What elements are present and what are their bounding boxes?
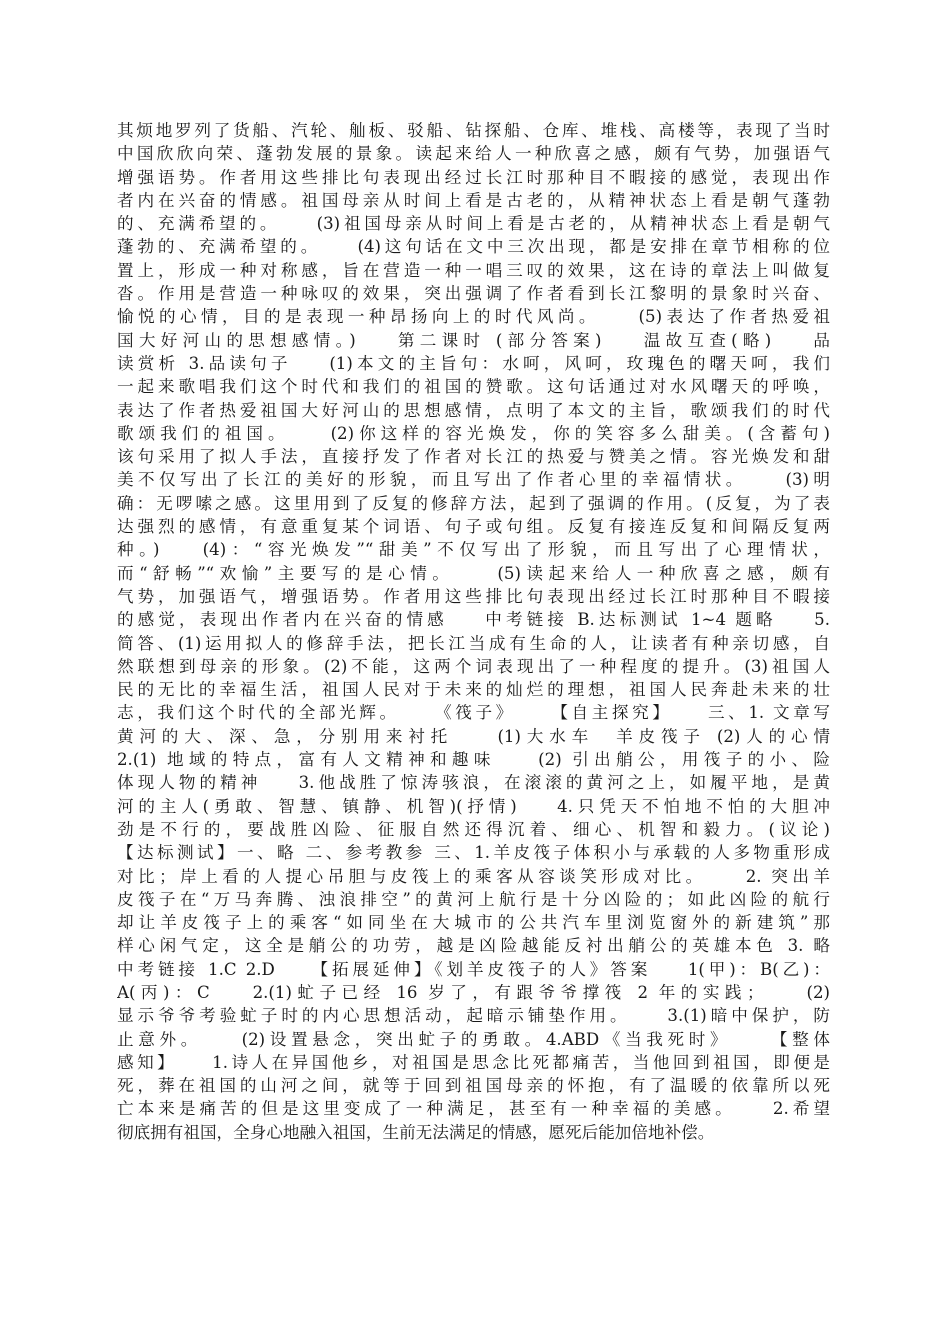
text-line: 死，葬在祖国的山河之间，就等于回到祖国母亲的怀抱，有了温暖的依靠所以死 xyxy=(117,1076,830,1096)
text-line: 的感觉，表现出作者内在兴奋的情感 中考链接 B.达标测试 1~4 题略 5. xyxy=(117,610,830,630)
text-line: 志，我们这个时代的全部光辉。 《筏子》 【自主探究】 三、1. 文章写 xyxy=(117,703,830,723)
text-line: 中考链接 1.C 2.D 【拓展延伸】《划羊皮筏子的人》答案 1(甲)：B(乙)： xyxy=(117,959,830,979)
text-line: 劲是不行的，要战胜凶险、征服自然还得沉着、细心、机智和毅力。(议论) xyxy=(117,819,830,839)
text-line: 皮筏子在“万马奔腾、浊浪排空”的黄河上航行是十分凶险的；如此凶险的航行 xyxy=(117,889,830,909)
text-line: 一起来歌唱我们这个时代和我们的祖国的赞歌。这句话通过对水风曙天的呼唤， xyxy=(117,377,830,397)
text-line: 的、充满希望的。 (3)祖国母亲从时间上看是古老的，从精神状态上看是朝气 xyxy=(117,214,830,234)
text-line: 美不仅写出了长江的美好的形貌，而且写出了作者心里的幸福情状。 (3)明 xyxy=(117,470,830,490)
text-line: 然联想到母亲的形象。(2)不能，这两个词表现出了一种程度的提升。(3)祖国人 xyxy=(117,656,830,676)
text-line: 其烦地罗列了货船、汽轮、舢板、驳船、钻探船、仓库、堆栈、高楼等，表现了当时 xyxy=(117,121,830,140)
text-line: 该句采用了拟人手法，直接抒发了作者对长江的热爱与赞美之情。容光焕发和甜 xyxy=(117,447,830,467)
text-line: 却让羊皮筏子上的乘客“如同坐在大城市的公共汽车里浏览窗外的新建筑”那 xyxy=(117,913,830,933)
text-line: 读赏析 3.品读句子 (1)本文的主旨句：水呵，风呵，玫瑰色的曙天呵，我们 xyxy=(117,353,830,373)
text-line: 置上，形成一种对称感，旨在营造一种一唱三叹的效果，这在诗的章法上叫做复 xyxy=(117,260,830,280)
text-line: 显示爷爷考验虻子时的内心思想活动，起暗示铺垫作用。 3.(1)暗中保护，防 xyxy=(117,1006,830,1026)
text-line: 者内在兴奋的情感。祖国母亲从时间上看是古老的，从精神状态上看是朝气蓬勃 xyxy=(117,190,830,210)
text-line: 歌颂我们的祖国。 (2)你这样的容光焕发，你的笑容多么甜美。(含蓄句) xyxy=(117,423,830,443)
text-line: A(丙)：C 2.(1)虻子已经 16 岁了，有跟爷爷撑筏 2 年的实践； (2) xyxy=(117,982,830,1002)
text-line: 气势，加强语气，增强语势。作者用这些排比句表现出经过长江时那种目不暇接 xyxy=(117,586,830,606)
text-line: 感知】 1.诗人在异国他乡，对祖国是思念比死都痛苦，当他回到祖国，即便是 xyxy=(117,1052,830,1072)
text-line: 体现人物的精神 3.他战胜了惊涛骇浪，在滚滚的黄河之上，如履平地，是黄 xyxy=(117,773,830,793)
text-line: 表达了作者热爱祖国大好河山的思想感情，点明了本文的主旨，歌颂我们的时代 xyxy=(117,400,830,420)
text-line: 增强语势。作者用这些排比句表现出经过长江时那种目不暇接的感觉，表现出作 xyxy=(117,167,830,187)
answer-text-block xyxy=(117,119,830,1144)
text-line: 愉悦的心情，目的是表现一种昂扬向上的时代风尚。 (5)表达了作者热爱祖 xyxy=(117,307,830,327)
text-line: 中国欣欣向荣、蓬勃发展的景象。读起来给人一种欣喜之感，颇有气势，加强语气 xyxy=(117,144,830,164)
text-line: 民的无比的幸福生活，祖国人民对于未来的灿烂的理想，祖国人民奔赴未来的壮 xyxy=(117,680,830,700)
text-line: 蓬勃的、充满希望的。 (4)这句话在文中三次出现，都是安排在章节相称的位 xyxy=(117,237,830,257)
text-line: 彻底拥有祖国，全身心地融入祖国，生前无法满足的情感，愿死后能加倍地补偿。 xyxy=(117,1122,715,1142)
text-line: 国大好河山的思想感情。) 第二课时 (部分答案) 温故互查(略) 品 xyxy=(117,330,830,350)
text-line: 样心闲气定，这全是艄公的功劳，越是凶险越能反衬出艄公的英雄本色 3. 略 xyxy=(117,936,830,956)
text-line: 亡本来是痛苦的但是这里变成了一种满足，甚至有一种幸福的美感。 2.希望 xyxy=(117,1099,830,1119)
text-line: 简答、(1)运用拟人的修辞手法，把长江当成有生命的人，让读者有种亲切感，自 xyxy=(117,633,830,653)
text-line: 对比；岸上看的人提心吊胆与皮筏上的乘客从容谈笑形成对比。 2. 突出羊 xyxy=(117,866,830,886)
text-line: 2.(1) 地域的特点，富有人文精神和趣味 (2) 引出艄公，用筏子的小、险 xyxy=(117,750,830,770)
text-line: 沓。作用是营造一种咏叹的效果，突出强调了作者看到长江黎明的景象时兴奋、 xyxy=(117,284,830,304)
text-line: 达强烈的感情，有意重复某个词语、句子或句组。反复有接连反复和间隔反复两 xyxy=(117,517,830,537)
text-line: 【达标测试】一、略 二、参考教参 三、1.羊皮筏子体积小与承载的人多物重形成 xyxy=(117,843,830,863)
text-line: 河的主人(勇敢、智慧、镇静、机智)(抒情) 4.只凭天不怕地不怕的大胆冲 xyxy=(117,796,830,816)
text-line: 而“舒畅”“欢愉”主要写的是心情。 (5)读起来给人一种欣喜之感，颇有 xyxy=(117,563,830,583)
text-line: 种。) (4)：“容光焕发”“甜美”不仅写出了形貌，而且写出了心理情状， xyxy=(117,540,830,560)
text-line: 确：无啰嗦之感。这里用到了反复的修辞方法，起到了强调的作用。(反复，为了表 xyxy=(117,493,830,513)
text-line: 止意外。 (2)设置悬念，突出虻子的勇敢。4.ABD《当我死时》 【整体 xyxy=(117,1029,830,1049)
text-line: 黄河的大、深、急，分别用来衬托 (1)大水车 羊皮筏子 (2)人的心情 xyxy=(117,726,830,746)
